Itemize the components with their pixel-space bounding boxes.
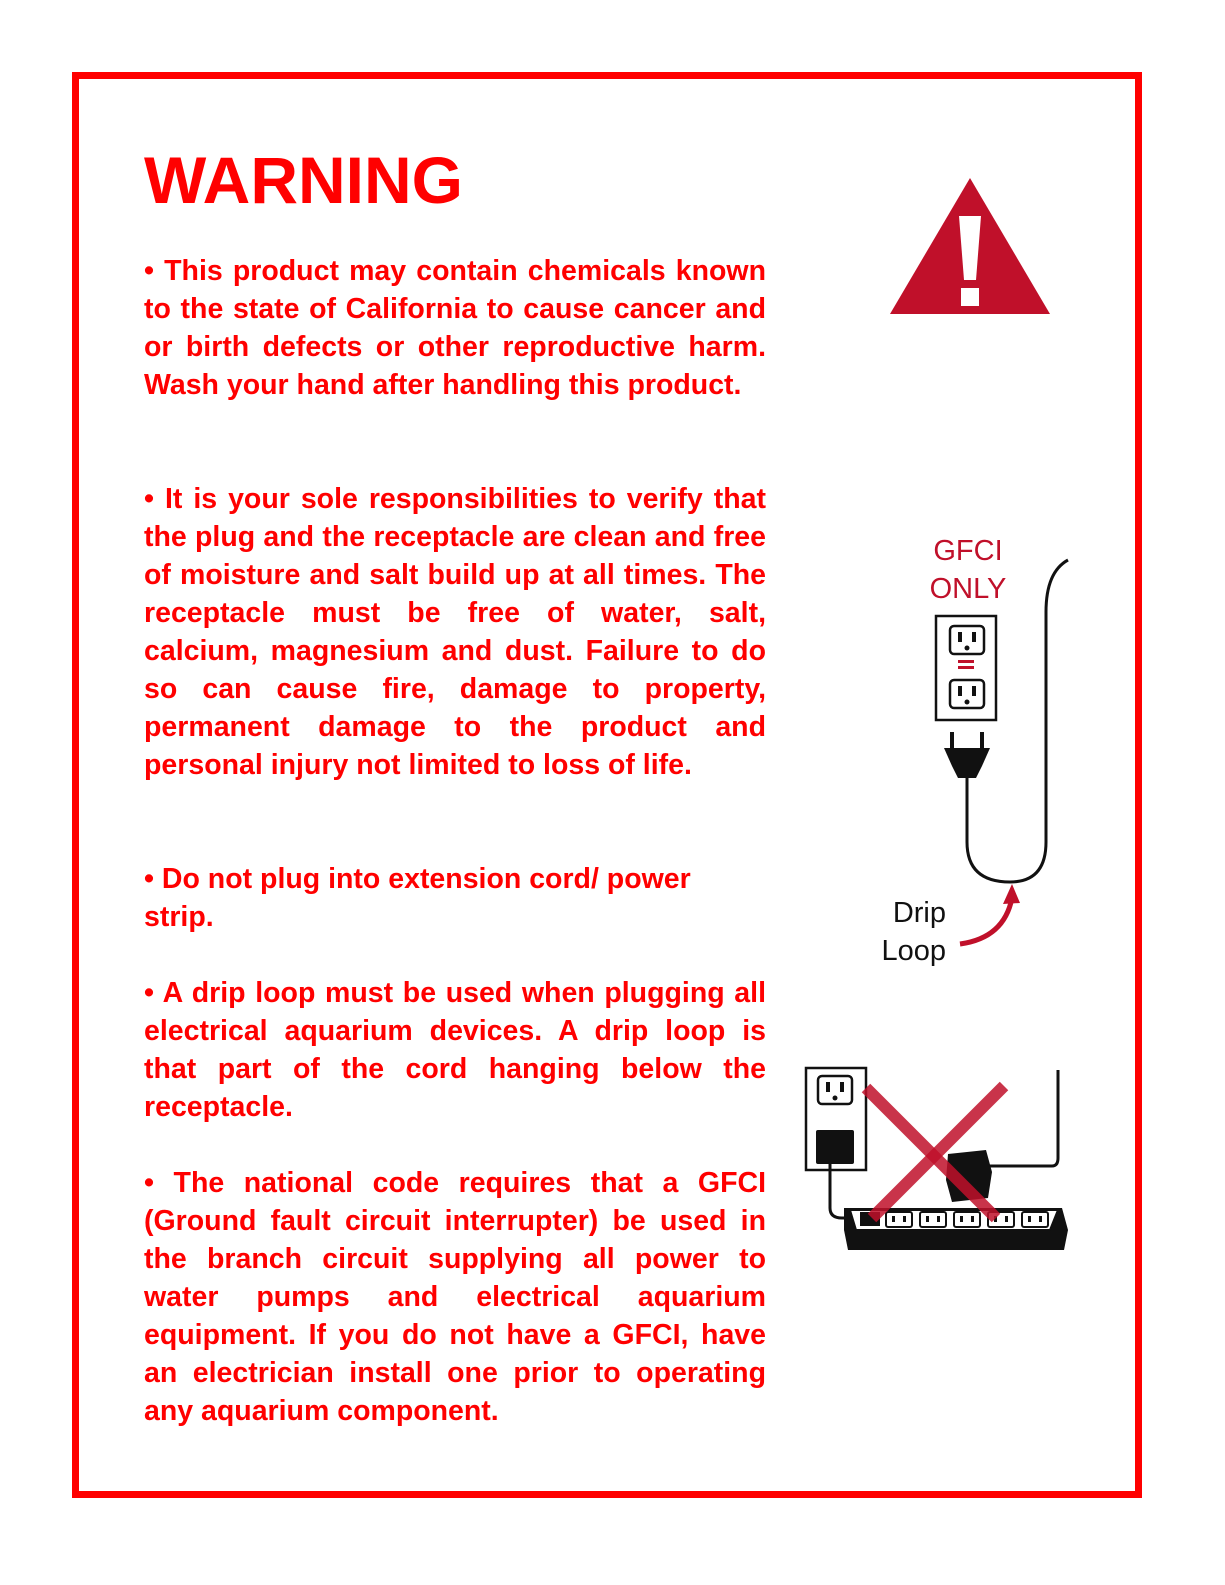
warning-paragraph-chemicals: • This product may contain chemicals known to the state of California to cause cancer and or birth defects or other reproductive harm. Wash your hand after handling this product. [144,255,766,401]
warning-paragraph-extension-cord: • Do not plug into extension cord/ power strip. [144,863,691,933]
drip-label-line2: Loop [881,935,946,967]
warning-paragraph-plug-clean: • It is your sole responsibilities to verify that the plug and the receptacle are clean and free of moisture and salt build up at all times. The receptacle must be free of water, salt, calcium, magnesium and dust. Failure to do so can cause fire, damage to property, permanent damage to the product and personal injury not limited to loss of life. [144,483,766,781]
drip-label-line1: Drip [892,897,946,929]
gfci-only-label [908,532,1028,608]
power-strip-icon [800,1062,1076,1258]
warning-paragraph-gfci: • The national code requires that a GFCI (Ground fault circuit interrupter) be used in the branch circuit supplying all power to water pumps and electrical aquarium equipment. If you do not have a GFCI, have an electrician install one prior to operating any aquarium component. [144,1167,766,1427]
warning-title: WARNING [144,143,463,217]
warning-triangle-icon [888,176,1052,316]
gfci-label-line2: ONLY [929,573,1007,605]
drip-loop-label [862,894,946,970]
gfci-outlet-icon [900,552,1090,952]
gfci-label-line1: GFCI [933,535,1003,567]
warning-paragraph-drip-loop: • A drip loop must be used when plugging all electrical aquarium devices. A drip loop is that part of the cord hanging below the receptacle. [144,977,766,1123]
